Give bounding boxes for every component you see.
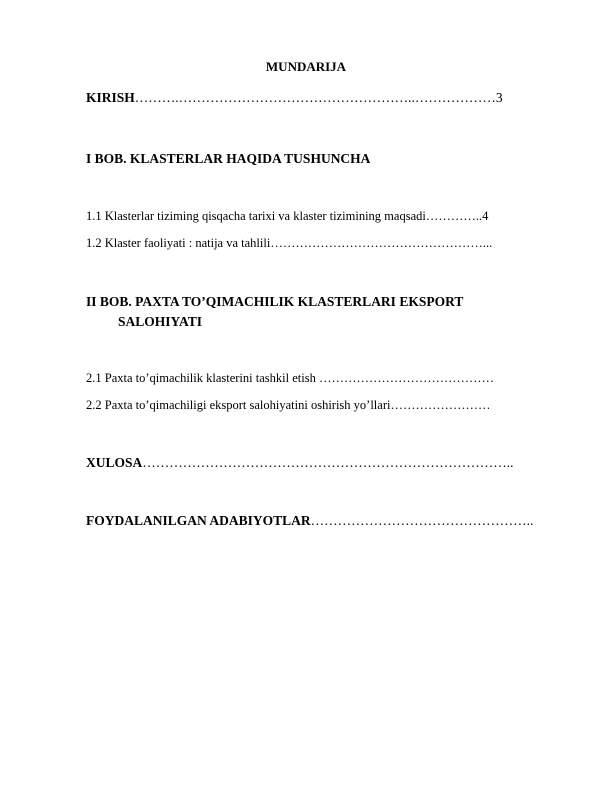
toc-chapter-2-cont: SALOHIYATI (118, 314, 203, 329)
toc-section-1-2: 1.2 Klaster faoliyati : natija va tahlili……………………………………………... (86, 236, 493, 250)
toc-leader: ……….……………………………………………..………………3 (134, 90, 503, 105)
toc-entry-label: FOYDALANILGAN ADABIYOTLAR (86, 513, 311, 528)
toc-leader: ……………………………………………………………………….. (142, 455, 514, 470)
toc-entry-adabiyotlar (86, 513, 533, 529)
toc-entry-kirish (86, 90, 503, 106)
toc-entry-label: XULOSA (86, 455, 143, 470)
toc-chapter-2: II BOB. PAXTA TO’QIMACHILIK KLASTERLARI EKSPORT (86, 294, 464, 309)
page-title: MUNDARIJA (265, 59, 347, 74)
toc-entry-label: KIRISH (86, 90, 135, 105)
toc-section-2-2: 2.2 Paxta to’qimachiligi eksport salohiyatini oshirish yo’llari…………………… (86, 398, 491, 412)
toc-entry-xulosa (86, 455, 514, 471)
toc-chapter-1: I BOB. KLASTERLAR HAQIDA TUSHUNCHA (86, 151, 371, 166)
toc-section-2-1: 2.1 Paxta to’qimachilik klasterini tashkil etish …………………………………… (86, 371, 494, 385)
toc-section-1-1: 1.1 Klasterlar tiziming qisqacha tarixi va klaster tizimining maqsadi…………..4 (86, 209, 489, 223)
toc-leader: ………………………………………….. (310, 513, 534, 528)
